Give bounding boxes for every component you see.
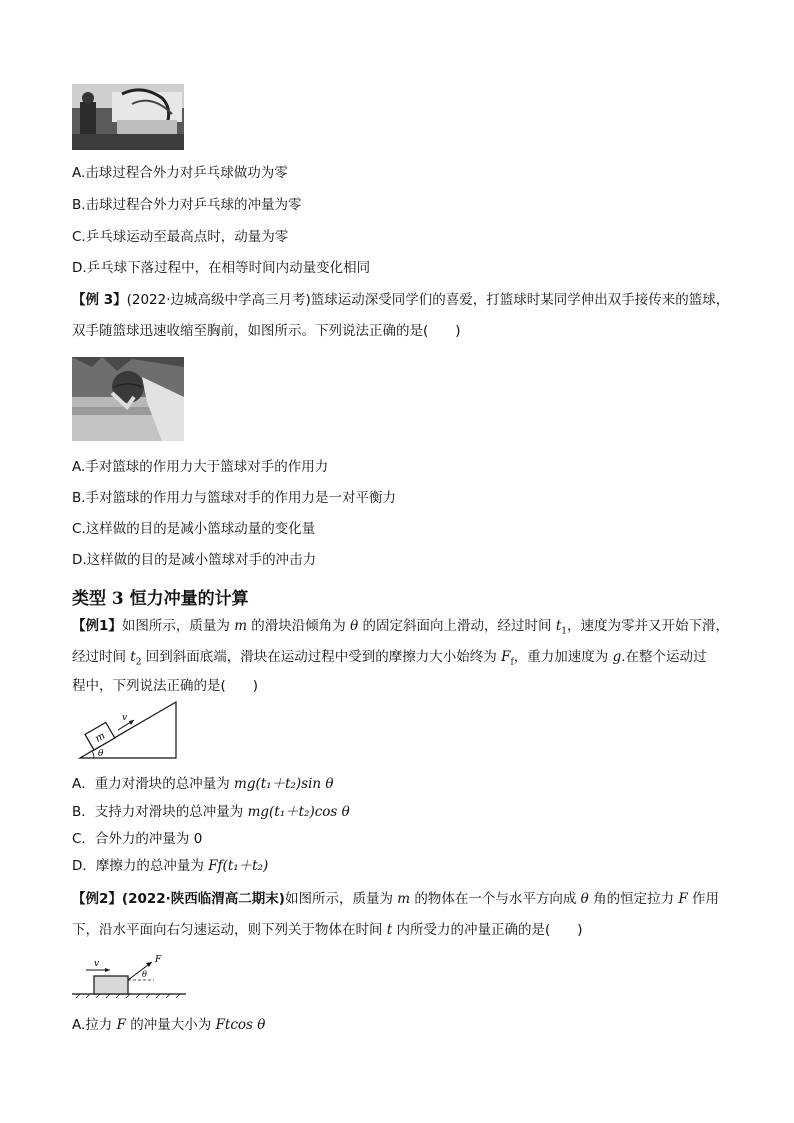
- option-a: A.击球过程合外力对乒乓球做功为零: [72, 165, 288, 181]
- force-label: F: [155, 955, 162, 965]
- pulled-block-diagram: [72, 950, 188, 1000]
- example1-option-b: B．支持力对滑块的总冲量为 mg(t₁＋t₂)cos θ: [72, 804, 350, 820]
- example1-tag: 【例1】: [72, 618, 122, 634]
- table-tennis-photo: [72, 84, 184, 150]
- option-c: C.乒乓球运动至最高点时，动量为零: [72, 229, 289, 245]
- example1-option-d: D．摩擦力的总冲量为 Ff(t₁＋t₂): [72, 858, 269, 874]
- angle-label: θ: [98, 749, 104, 759]
- option-d: D.乒乓球下落过程中，在相等时间内动量变化相同: [72, 260, 371, 276]
- example3-option-d: D.这样做的目的是减小篮球对手的冲击力: [72, 552, 317, 568]
- basketball-image: [72, 357, 184, 441]
- option-b: B.击球过程合外力对乒乓球的冲量为零: [72, 197, 302, 213]
- angle-arc: [92, 751, 94, 758]
- example2-tag: 【例2】: [72, 891, 122, 907]
- example3-stem-1: (2022·边城高级中学高三月考)篮球运动深受同学们的喜爱，打篮球时某同学伸出双手接传来的篮球，: [126, 292, 730, 308]
- block: [94, 976, 128, 994]
- velocity-arrowhead: [105, 968, 110, 972]
- example3-option-b: B.手对篮球的作用力与篮球对手的作用力是一对平衡力: [72, 490, 397, 506]
- example1-line3: 程中，下列说法正确的是( ): [72, 678, 259, 694]
- basketball-photo: [72, 357, 184, 441]
- example3-option-c: C.这样做的目的是减小篮球动量的变化量: [72, 521, 316, 537]
- example3-tag: 【例 3】: [72, 292, 127, 308]
- example2-option-a: A.拉力 F 的冲量大小为 Ftcos θ: [72, 1017, 266, 1033]
- example2-source: (2022·陕西临渭高二期末): [121, 891, 285, 907]
- table-tennis-image: [72, 84, 184, 150]
- block: [85, 722, 115, 750]
- example1-option-c: C．合外力的冲量为 0: [72, 831, 203, 847]
- example3-line1: [72, 291, 729, 309]
- section-heading: 类型 3 恒力冲量的计算: [72, 589, 249, 609]
- example1-line1: 【例1】如图所示，质量为 m 的滑块沿倾角为 θ 的固定斜面向上滑动，经过时间 $t_1$，速度为零并又开始下滑，: [72, 618, 730, 637]
- velocity-label: v: [122, 713, 128, 723]
- example2-line2: 下，沿水平面向右匀速运动，则下列关于物体在时间 t 内所受力的冲量正确的是( ): [72, 922, 583, 938]
- example3-option-a: A.手对篮球的作用力大于篮球对手的作用力: [72, 459, 329, 475]
- incline-diagram: [78, 698, 188, 760]
- angle-label: θ: [142, 970, 147, 979]
- velocity-label: v: [94, 959, 100, 969]
- velocity-arrowhead: [129, 720, 134, 725]
- example1-line2: 经过时间 $t_2$ 回到斜面底端，滑块在运动过程中受到的摩擦力大小始终为 $F_f$，重力加速度为 g.在整个运动过: [72, 649, 707, 668]
- example1-option-a: A．重力对滑块的总冲量为 mg(t₁＋t₂)sin θ: [72, 776, 334, 792]
- example3-stem-2: 双手随篮球迅速收缩至胸前，如图所示。下列说法正确的是( ): [72, 323, 461, 339]
- block-mass-label: m: [93, 730, 108, 745]
- example2-line1: 【例2】(2022·陕西临渭高二期末)如图所示，质量为 m 的物体在一个与水平方向成 θ 角的恒定拉力 F 作用: [72, 891, 720, 907]
